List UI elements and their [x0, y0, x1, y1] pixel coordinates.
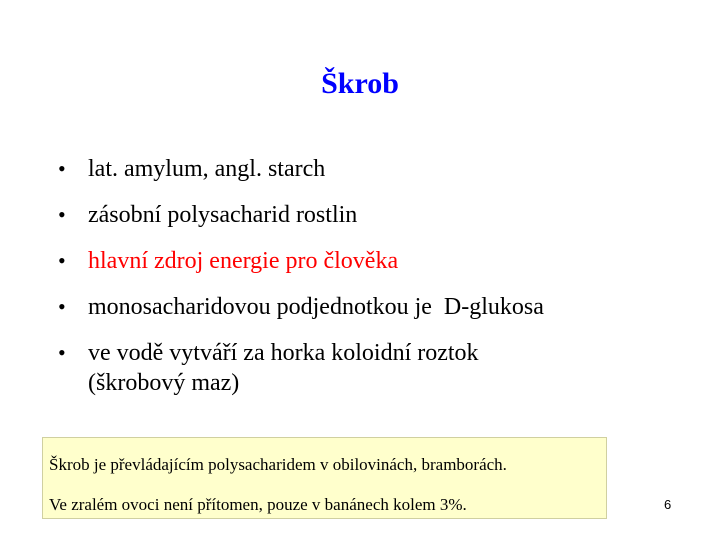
- bullet-list: [58, 154, 678, 414]
- bullet-dot: •: [58, 340, 66, 365]
- bullet-dot: •: [58, 202, 66, 227]
- bullet-item-monomer: [58, 292, 678, 322]
- bullet-item-colloid: [58, 338, 678, 398]
- bullet-item-storage: [58, 200, 678, 230]
- bullet-item-energy: [58, 246, 678, 276]
- page-number: 6: [664, 497, 672, 512]
- bullet-dot: •: [58, 156, 66, 181]
- note-box: [42, 437, 607, 519]
- bullet-text: monosacharidovou podjednotkou je D-glukosa: [88, 294, 544, 320]
- bullet-dot: •: [58, 294, 66, 319]
- bullet-continuation: (škrobový maz): [88, 370, 240, 396]
- slide-title: Škrob: [321, 67, 399, 100]
- bullet-item-latin-name: [58, 154, 678, 184]
- note-line-2: Ve zralém ovoci není přítomen, pouze v banánech kolem 3%.: [49, 495, 467, 514]
- bullet-text: zásobní polysacharid rostlin: [88, 202, 358, 228]
- bullet-text: ve vodě vytváří za horka koloidní roztok: [88, 340, 479, 366]
- bullet-text-highlighted: hlavní zdroj energie pro člověka: [88, 248, 399, 274]
- bullet-text: lat. amylum, angl. starch: [88, 156, 326, 182]
- note-line-1: Škrob je převládajícím polysacharidem v obilovinách, bramborách.: [49, 455, 507, 474]
- bullet-dot: •: [58, 248, 66, 273]
